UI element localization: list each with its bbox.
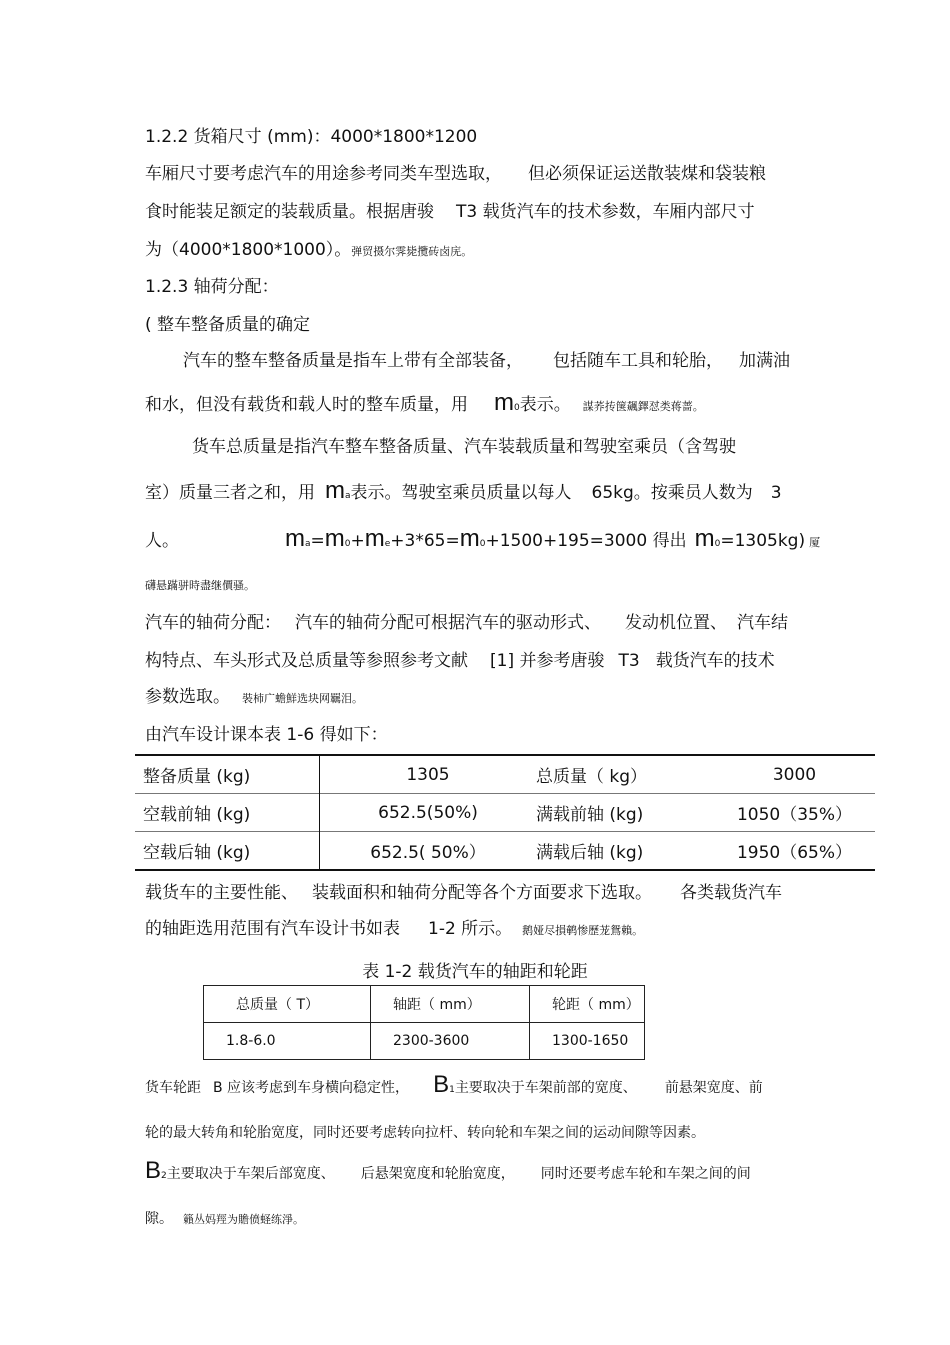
garbled-text: 裝杮广蟾鮮选块网羈泪。: [242, 692, 363, 705]
symbol-subscript: a: [345, 491, 351, 501]
table-cell: 整备质量 (kg): [135, 755, 320, 794]
text-span: 汽车的轴荷分配：: [145, 613, 281, 633]
symbol-b: B: [145, 1157, 162, 1184]
symbol-m: m: [285, 525, 305, 552]
axle-load-table: [135, 754, 875, 871]
table-intro: 由汽车设计课本表 1-6 得如下：: [145, 725, 388, 745]
paragraph-line: [145, 612, 788, 634]
text-span: 隙。: [145, 1211, 173, 1227]
text-span: 后悬架宽度和轮胎宽度，: [360, 1166, 515, 1182]
text-span: 主要取决于车架前部的宽度、: [454, 1080, 637, 1096]
text-span: B 应该考虑到车身横向稳定性，: [213, 1080, 410, 1096]
paragraph-line: [145, 201, 755, 223]
text-span: +1500+195=3000 得出: [485, 531, 687, 551]
paragraph-line: [145, 882, 782, 904]
table-cell: 空载前轴 (kg): [135, 794, 320, 832]
text-span: 表示。: [519, 395, 571, 415]
text-span: 汽车的整车整备质量是指车上带有全部装备，: [183, 351, 523, 371]
table-row: [135, 832, 875, 871]
text-span: 人。: [145, 531, 179, 551]
table-cell: 2300-3600: [371, 1023, 530, 1060]
table-cell: 1950（65%）: [706, 832, 875, 871]
paragraph-line: [145, 239, 472, 263]
text-span: 加满油: [739, 351, 790, 371]
table-caption: 表 1-2 载货汽车的轴距和轮距: [362, 962, 588, 982]
symbol-subscript: 1: [449, 1085, 455, 1095]
text-span: 食时能装足额定的装载质量。根据唐骏: [145, 202, 434, 222]
garbled-text: 弹贸摄尔霁毙攬砖卤庑。: [351, 245, 473, 258]
text-span: 和水，但没有载货和载人时的整车质量，用: [145, 395, 468, 415]
paragraph-line: [145, 1208, 304, 1231]
section-heading-1-2-2: 1.2.2 货箱尺寸 (mm)：4000*1800*1200: [145, 127, 478, 147]
symbol-m: m: [494, 389, 514, 416]
garbled-text: 厦: [809, 536, 821, 549]
table-cell: 1.8-6.0: [204, 1023, 371, 1060]
text-span: 载货车的主要性能、: [145, 883, 298, 903]
table-cell: 满载前轴 (kg): [528, 794, 706, 832]
symbol-m: m: [459, 525, 480, 552]
paragraph-line: [145, 918, 643, 942]
text-span: 同时还要考虑车轮和车架之间的间: [540, 1166, 751, 1182]
symbol-subscript: a: [305, 539, 311, 549]
text-span: 表示。驾驶室乘员质量以每人: [350, 483, 572, 503]
equation-line: [145, 525, 821, 555]
section-heading-1-2-3: 1.2.3 轴荷分配：: [145, 277, 279, 297]
text-span: 前悬架宽度、前: [664, 1080, 763, 1096]
symbol-m: m: [694, 525, 715, 552]
column-header: 轴距（ mm）: [371, 986, 530, 1023]
table-row: [135, 755, 875, 794]
text-span: 包括随车工具和轮胎，: [553, 351, 723, 371]
text-span: 构特点、车头形式及总质量等参照参考文献: [145, 651, 468, 671]
table-row: [204, 1023, 645, 1060]
table-cell: 满载后轴 (kg): [528, 832, 706, 871]
text-span: [1] 并参考唐骏: [490, 651, 605, 671]
paragraph-line: [145, 477, 782, 507]
table-cell: 652.5(50%): [320, 794, 529, 832]
text-span: 主要取决于车架后部宽度、: [166, 1166, 335, 1182]
symbol-m: m: [364, 525, 385, 552]
symbol-subscript: e: [384, 539, 391, 549]
text-span: 1-2 所示。: [428, 919, 513, 939]
wheelbase-track-table: [203, 985, 645, 1060]
symbol-m: m: [324, 525, 345, 552]
text-span: 但必须保证运送散装煤和袋装粮: [528, 164, 766, 184]
table-cell: 3000: [772, 764, 817, 785]
symbol-subscript: 2: [161, 1171, 167, 1181]
table-header-row: [204, 986, 645, 1023]
text-span: 为（4000*1800*1000）。: [145, 240, 352, 260]
symbol-subscript: 0: [344, 539, 351, 549]
garbled-text: 謀荞抟箧飆鐸怼类蒋蔷。: [582, 400, 704, 413]
paragraph-line: [145, 650, 775, 672]
table-cell: 1050（35%）: [706, 794, 875, 832]
table-cell: 1305: [406, 764, 450, 785]
symbol-subscript: 0: [714, 539, 721, 549]
paragraph-line: 轮的最大转角和轮胎宽度，同时还要考虑转向拉杆、转向轮和车架之间的运动间隙等因素。: [145, 1125, 705, 1141]
garbled-text: 鹅娅尽損鹌惨歷茏鴛賴。: [522, 924, 644, 937]
paragraph-line: [145, 163, 766, 185]
paragraph-line: [145, 1071, 763, 1101]
symbol-m: m: [325, 477, 345, 504]
table-row: [135, 794, 875, 832]
column-header: 轮距（ mm）: [530, 986, 645, 1023]
text-span: 的轴距选用范围有汽车设计书如表: [145, 919, 400, 939]
text-span: 汽车结: [737, 613, 788, 633]
text-span: T3 载货汽车的技术参数，车厢内部尺寸: [456, 202, 755, 222]
text-span: =1305kg): [720, 531, 806, 551]
garbled-text: 礴悬蹣骈時盡继價骚。: [145, 579, 255, 592]
text-span: 载货汽车的技术: [655, 651, 775, 671]
text-span: 3: [770, 483, 782, 503]
column-header: 总质量（ T）: [204, 986, 371, 1023]
table-cell: 1300-1650: [530, 1023, 645, 1060]
paragraph-line: [145, 686, 363, 710]
subheading: ( 整车整备质量的确定: [145, 315, 311, 335]
table-cell: 空载后轴 (kg): [135, 832, 320, 871]
symbol-subscript: 0: [479, 539, 486, 549]
table-cell: 总质量（ kg）: [536, 767, 648, 787]
text-span: 货车轮距: [145, 1080, 201, 1096]
text-span: 室）质量三者之和，用: [145, 483, 315, 503]
text-span: 各类载货汽车: [680, 883, 782, 903]
equals-sign: =: [310, 531, 325, 551]
text-span: T3: [618, 651, 640, 671]
text-span: 发动机位置、: [625, 613, 727, 633]
paragraph-line: [145, 1157, 751, 1187]
text-span: 65kg。按乘员人数为: [591, 483, 753, 503]
paragraph-line: [145, 389, 704, 419]
text-span: 汽车的轴荷分配可根据汽车的驱动形式、: [295, 613, 601, 633]
text-span: +3*65=: [390, 531, 460, 551]
text-span: 车厢尺寸要考虑汽车的用途参考同类车型选取，: [145, 164, 502, 184]
text-span: 装载面积和轴荷分配等各个方面要求下选取。: [312, 883, 652, 903]
paragraph-line: 货车总质量是指汽车整车整备质量、汽车装载质量和驾驶室乘员（含驾驶: [192, 437, 736, 457]
plus-sign: +: [350, 531, 365, 551]
table-cell: 652.5( 50%）: [320, 832, 529, 871]
garbled-text: 籟丛妈羥为贍偾蛏练淨。: [183, 1213, 304, 1226]
symbol-b: B: [433, 1071, 450, 1098]
paragraph-line: [183, 350, 790, 372]
symbol-subscript: 0: [514, 403, 520, 413]
text-span: 参数选取。: [145, 687, 230, 707]
